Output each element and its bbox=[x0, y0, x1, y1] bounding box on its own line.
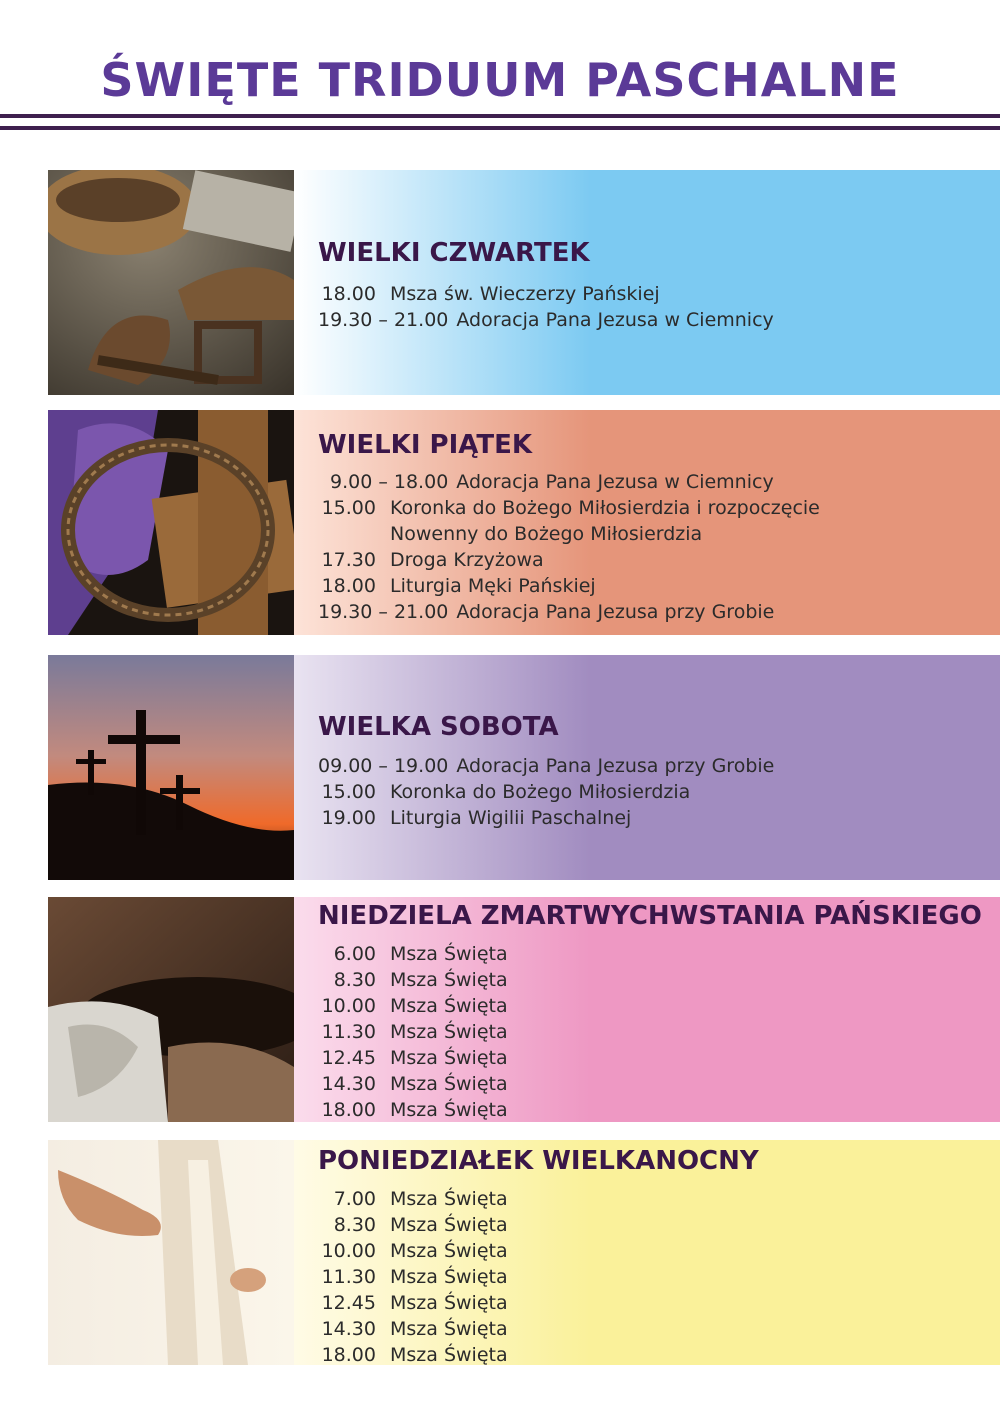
entry-description: Msza Święta bbox=[390, 1099, 508, 1121]
schedule-entry bbox=[318, 779, 774, 805]
entry-description: Adoracja Pana Jezusa w Ciemnicy bbox=[456, 471, 774, 493]
section-wielki-piatek bbox=[48, 410, 1000, 635]
schedule-list bbox=[318, 281, 774, 333]
schedule-list bbox=[318, 469, 820, 625]
section-wielki-czwartek bbox=[48, 170, 1000, 395]
entry-time: 19.30 – 21.00 bbox=[318, 601, 449, 623]
section-heading: PONIEDZIAŁEK WIELKANOCNY bbox=[318, 1146, 759, 1176]
entry-description: Koronka do Bożego Miłosierdzia i rozpoczęcie bbox=[390, 497, 820, 519]
entry-time: 7.00 bbox=[333, 1188, 376, 1210]
entry-description: Msza Święta bbox=[390, 1047, 508, 1069]
crown-of-thorns-image bbox=[48, 410, 294, 635]
schedule-entry bbox=[318, 547, 820, 573]
entry-time: 10.00 bbox=[321, 995, 376, 1017]
section-niedziela-zmartwychwstania bbox=[48, 897, 1000, 1122]
entry-description: Adoracja Pana Jezusa przy Grobie bbox=[456, 755, 775, 777]
entry-description: Msza Święta bbox=[390, 1214, 508, 1236]
schedule-entry bbox=[318, 1071, 508, 1097]
schedule-entry bbox=[318, 469, 820, 495]
entry-description: Droga Krzyżowa bbox=[390, 549, 544, 571]
schedule-entry bbox=[318, 599, 820, 625]
page-title: ŚWIĘTE TRIDUUM PASCHALNE bbox=[100, 53, 900, 107]
entry-time: 11.30 bbox=[321, 1021, 376, 1043]
schedule-entry bbox=[318, 1212, 508, 1238]
entry-time: 14.30 bbox=[321, 1318, 376, 1340]
entry-time: 14.30 bbox=[321, 1073, 376, 1095]
schedule-entry bbox=[318, 993, 508, 1019]
three-crosses-image bbox=[48, 655, 294, 880]
entry-time: 17.30 bbox=[321, 549, 376, 571]
schedule-entry bbox=[318, 1097, 508, 1123]
entry-description: Adoracja Pana Jezusa przy Grobie bbox=[456, 601, 775, 623]
entry-time: 12.45 bbox=[321, 1047, 376, 1069]
schedule-entry bbox=[318, 1342, 508, 1368]
section-heading: NIEDZIELA ZMARTWYCHWSTANIA PAŃSKIEGO bbox=[318, 901, 982, 931]
entry-time: 9.00 – 18.00 bbox=[330, 471, 449, 493]
schedule-entry bbox=[318, 573, 820, 599]
entry-description: Adoracja Pana Jezusa w Ciemnicy bbox=[456, 309, 774, 331]
entry-time: 18.00 bbox=[321, 1099, 376, 1121]
entry-description: Msza Święta bbox=[390, 1240, 508, 1262]
entry-description: Msza Święta bbox=[390, 1188, 508, 1210]
empty-tomb-image bbox=[48, 897, 294, 1122]
entry-description: Msza Święta bbox=[390, 943, 508, 965]
entry-description: Msza św. Wieczerzy Pańskiej bbox=[390, 283, 660, 305]
schedule-entry bbox=[318, 307, 774, 333]
entry-time: 8.30 bbox=[333, 1214, 376, 1236]
schedule-entry bbox=[318, 1186, 508, 1212]
entry-time: 19.00 bbox=[321, 807, 376, 829]
section-poniedzialek-wielkanocny bbox=[48, 1140, 1000, 1365]
schedule-list bbox=[318, 941, 508, 1123]
entry-time: 18.00 bbox=[321, 575, 376, 597]
entry-time: 15.00 bbox=[321, 497, 376, 519]
schedule-entry bbox=[318, 1045, 508, 1071]
entry-description: Koronka do Bożego Miłosierdzia bbox=[390, 781, 691, 803]
entry-time: 8.30 bbox=[333, 969, 376, 991]
entry-description: Msza Święta bbox=[390, 1292, 508, 1314]
entry-description: Msza Święta bbox=[390, 1073, 508, 1095]
schedule-entry bbox=[318, 495, 820, 521]
section-heading: WIELKI PIĄTEK bbox=[318, 430, 533, 460]
schedule-entry bbox=[318, 753, 774, 779]
schedule-entry bbox=[318, 1238, 508, 1264]
schedule-entry bbox=[318, 941, 508, 967]
entry-description: Liturgia Wigilii Paschalnej bbox=[390, 807, 632, 829]
entry-description: Msza Święta bbox=[390, 1021, 508, 1043]
entry-time: 10.00 bbox=[321, 1240, 376, 1262]
title-rule-bottom bbox=[0, 126, 1000, 130]
schedule-entry bbox=[318, 1019, 508, 1045]
entry-time: 09.00 – 19.00 bbox=[318, 755, 449, 777]
entry-description: Msza Święta bbox=[390, 1344, 508, 1366]
schedule-entry bbox=[318, 521, 820, 547]
sandals-and-basin-image bbox=[48, 170, 294, 395]
entry-description: Msza Święta bbox=[390, 1318, 508, 1340]
entry-time: 6.00 bbox=[333, 943, 376, 965]
entry-description: Msza Święta bbox=[390, 969, 508, 991]
section-heading: WIELKA SOBOTA bbox=[318, 712, 559, 742]
entry-description: Liturgia Męki Pańskiej bbox=[390, 575, 596, 597]
entry-description: Msza Święta bbox=[390, 995, 508, 1017]
schedule-entry bbox=[318, 967, 508, 993]
entry-time: 11.30 bbox=[321, 1266, 376, 1288]
risen-christ-hand-image bbox=[48, 1140, 294, 1365]
section-wielka-sobota bbox=[48, 655, 1000, 880]
entry-description: Msza Święta bbox=[390, 1266, 508, 1288]
schedule-entry bbox=[318, 281, 774, 307]
schedule-entry bbox=[318, 805, 774, 831]
schedule-list bbox=[318, 1186, 508, 1368]
schedule-entry bbox=[318, 1316, 508, 1342]
entry-time: 18.00 bbox=[321, 283, 376, 305]
section-heading: WIELKI CZWARTEK bbox=[318, 238, 590, 268]
entry-time: 12.45 bbox=[321, 1292, 376, 1314]
entry-time: 19.30 – 21.00 bbox=[318, 309, 449, 331]
entry-time: 15.00 bbox=[321, 781, 376, 803]
entry-time bbox=[318, 521, 376, 547]
entry-time: 18.00 bbox=[321, 1344, 376, 1366]
schedule-list bbox=[318, 753, 774, 831]
schedule-entry bbox=[318, 1264, 508, 1290]
schedule-entry bbox=[318, 1290, 508, 1316]
entry-description: Nowenny do Bożego Miłosierdzia bbox=[390, 523, 703, 545]
title-rule-top bbox=[0, 114, 1000, 118]
